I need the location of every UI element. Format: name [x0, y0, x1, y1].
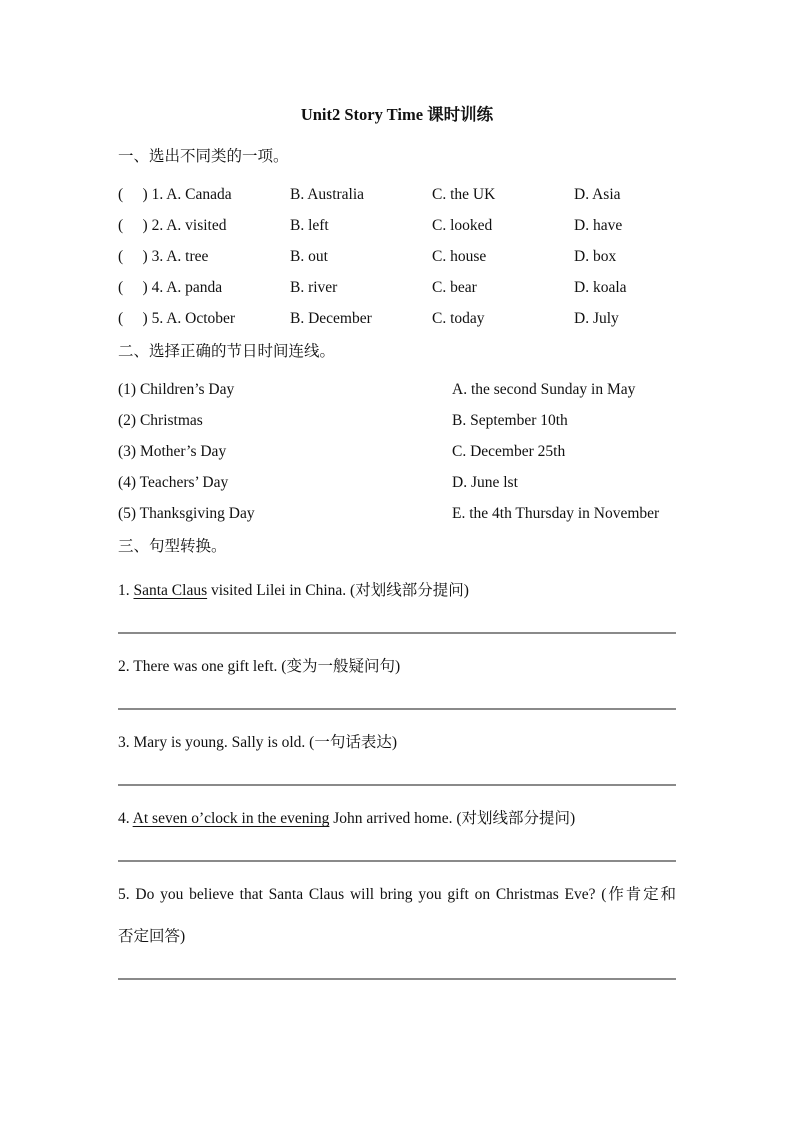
- festival-item: (2) Christmas: [118, 412, 203, 429]
- option-cell: C. bear: [432, 279, 477, 296]
- matching-row: [118, 503, 676, 525]
- question-cell: ( ) 3. A. tree: [118, 248, 209, 265]
- question-cell: ( ) 4. A. panda: [118, 279, 223, 296]
- option-cell: B. Australia: [290, 186, 365, 203]
- date-option: E. the 4th Thursday in November: [452, 505, 660, 522]
- option-cell: D. have: [574, 217, 623, 234]
- question-row: [118, 308, 676, 330]
- option-cell: C. the UK: [432, 186, 496, 203]
- matching-row: [118, 379, 676, 401]
- question-cell: ( ) 1. A. Canada: [118, 186, 232, 203]
- date-option: B. September 10th: [452, 412, 568, 429]
- section3: [118, 536, 676, 980]
- option-cell: C. today: [432, 310, 485, 327]
- underlined-phrase: Santa Claus: [133, 582, 208, 599]
- festival-item: (3) Mother’s Day: [118, 443, 227, 460]
- question-cell: ( ) 5. A. October: [118, 310, 236, 327]
- festival-item: (1) Children’s Day: [118, 381, 235, 398]
- option-cell: B. December: [290, 310, 372, 327]
- option-cell: D. box: [574, 248, 617, 265]
- question-number: 2.: [118, 658, 134, 675]
- transform-question: [118, 808, 676, 830]
- question-number: 4.: [118, 810, 133, 827]
- transform-question: [118, 580, 676, 602]
- question-text-continued: 否定回答): [118, 928, 186, 945]
- page-title: Unit2 Story Time 课时训练: [300, 105, 494, 124]
- answer-line: [118, 784, 676, 786]
- transform-question: [118, 656, 676, 678]
- question-row: [118, 184, 676, 206]
- question-text: John arrived home. (对划线部分提问): [329, 810, 576, 827]
- answer-line: [118, 708, 676, 710]
- question-row: [118, 215, 676, 237]
- date-option: D. June lst: [452, 474, 518, 491]
- matching-row: [118, 410, 676, 432]
- festival-item: (5) Thanksgiving Day: [118, 505, 255, 522]
- section1-heading: 一、选出不同类的一项。: [118, 148, 289, 165]
- answer-line: [118, 978, 676, 980]
- question-text: visited Lilei in China. (对划线部分提问): [207, 582, 469, 599]
- matching-row: [118, 472, 676, 494]
- answer-line: [118, 860, 676, 862]
- option-cell: B. out: [290, 248, 328, 265]
- date-option: C. December 25th: [452, 443, 566, 460]
- question-number: 1.: [118, 582, 134, 599]
- option-cell: C. house: [432, 248, 487, 265]
- option-cell: D. koala: [574, 279, 627, 296]
- question-number: 3.: [118, 734, 134, 751]
- option-cell: D. July: [574, 310, 619, 327]
- matching-row: [118, 441, 676, 463]
- underlined-phrase: At seven o’clock in the evening: [132, 810, 330, 827]
- question-text: There was one gift left. (变为一般疑问句): [133, 658, 401, 675]
- answer-line: [118, 632, 676, 634]
- option-cell: B. left: [290, 217, 329, 234]
- question-number: 5.: [118, 886, 136, 903]
- date-option: A. the second Sunday in May: [452, 381, 636, 398]
- option-cell: D. Asia: [574, 186, 621, 203]
- section2-heading: 二、选择正确的节日时间连线。: [118, 343, 336, 360]
- question-text: Mary is young. Sally is old. (一句话表达): [133, 734, 397, 751]
- transform-question: [118, 732, 676, 754]
- section3-heading: 三、句型转换。: [118, 538, 227, 555]
- question-text: Do you believe that Santa Claus will bring you gift on Christmas Eve? (作肯定和: [135, 886, 677, 903]
- question-row: [118, 246, 676, 268]
- transform-question: [118, 884, 676, 906]
- option-cell: B. river: [290, 279, 338, 296]
- festival-item: (4) Teachers’ Day: [118, 474, 229, 491]
- option-cell: C. looked: [432, 217, 493, 234]
- question-row: [118, 277, 676, 299]
- question-cell: ( ) 2. A. visited: [118, 217, 227, 234]
